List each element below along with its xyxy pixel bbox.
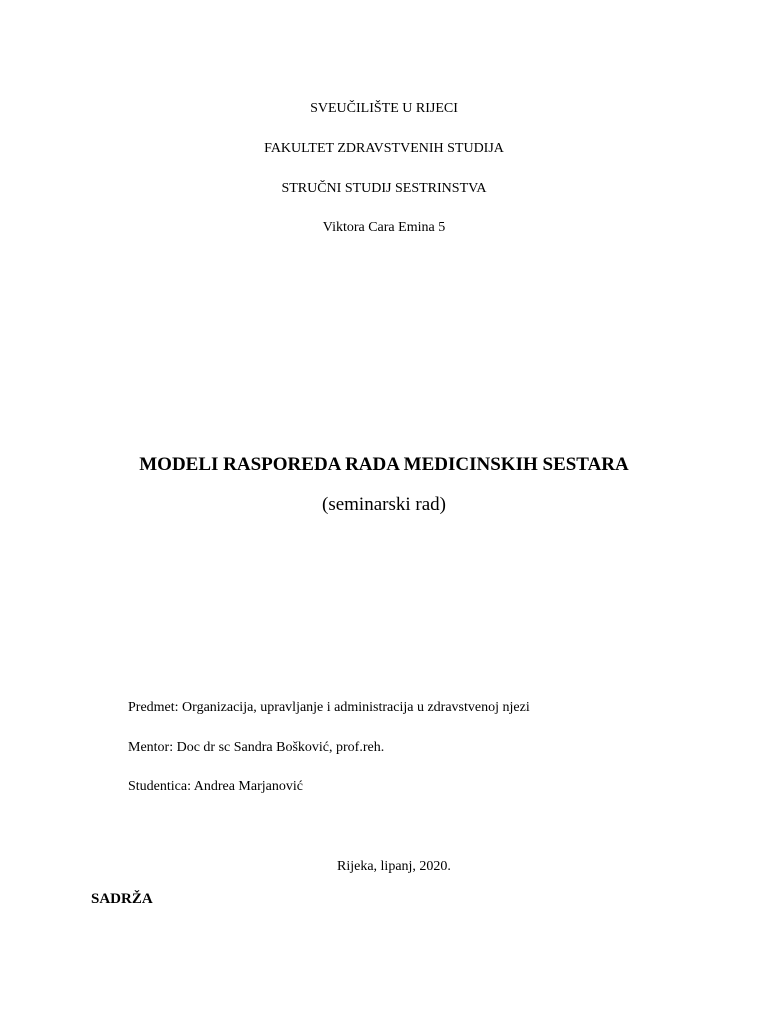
faculty-name: FAKULTET ZDRAVSTVENIH STUDIJA bbox=[264, 141, 504, 156]
mentor-line: Mentor: Doc dr sc Sandra Bošković, prof.reh. bbox=[128, 740, 385, 755]
student-line: Studentica: Andrea Marjanović bbox=[128, 779, 303, 794]
address: Viktora Cara Emina 5 bbox=[322, 220, 446, 235]
place-date: Rijeka, lipanj, 2020. bbox=[337, 859, 451, 874]
university-name: SVEUČILIŠTE U RIJECI bbox=[310, 101, 458, 116]
study-name: STRUČNI STUDIJ SESTRINSTVA bbox=[281, 181, 487, 196]
document-title: MODELI RASPOREDA RADA MEDICINSKIH SESTARA bbox=[139, 454, 629, 475]
contents-heading: SADRŽA bbox=[91, 891, 153, 907]
subject-line: Predmet: Organizacija, upravljanje i administracija u zdravstvenoj njezi bbox=[128, 700, 530, 715]
document-subtitle: (seminarski rad) bbox=[322, 494, 446, 515]
